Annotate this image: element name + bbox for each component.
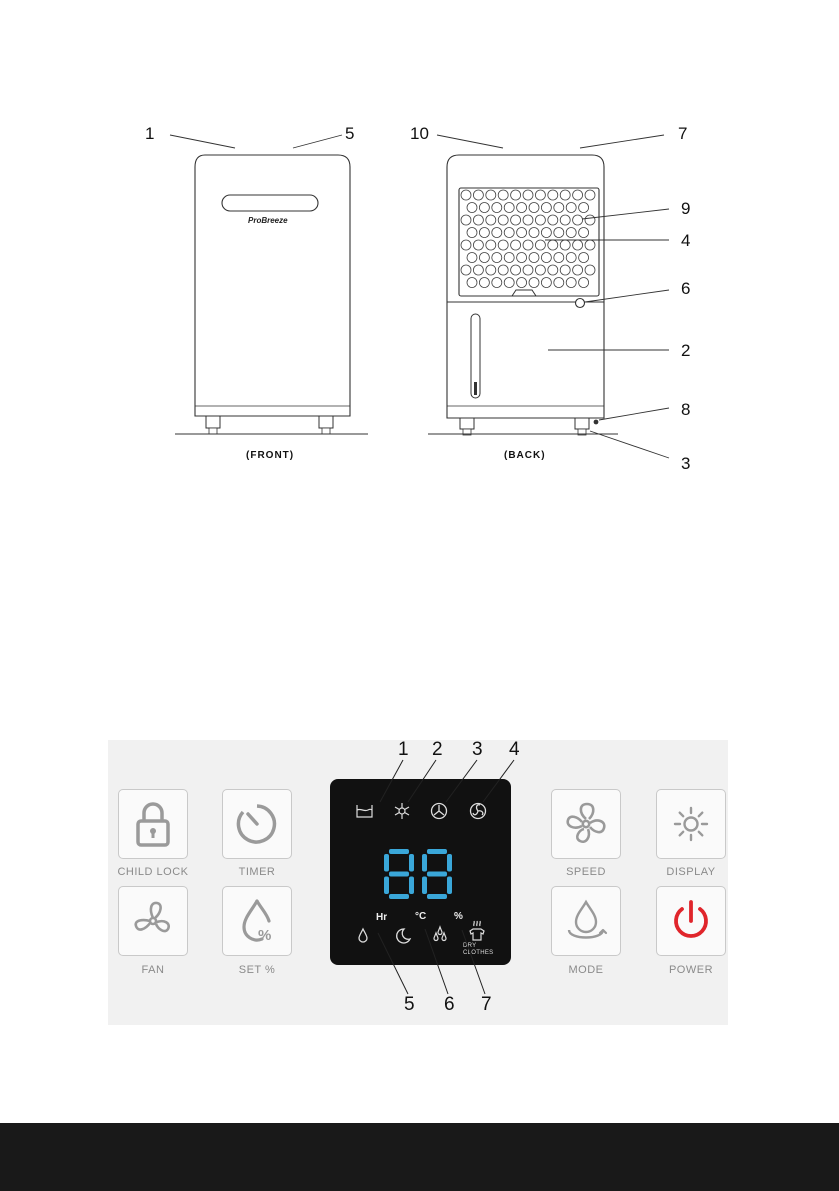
- back-callout-10: 10: [410, 124, 429, 143]
- dry-clothes-label-line1: DRY: [463, 943, 477, 949]
- front-callout-5: 5: [345, 124, 355, 143]
- back-callout-8: 8: [681, 400, 691, 419]
- front-caption: (FRONT): [246, 450, 295, 461]
- panel-callout-3: 3: [472, 739, 483, 760]
- panel-callout-1: 1: [398, 739, 409, 760]
- panel-callout-5: 5: [404, 994, 415, 1015]
- fan-label: FAN: [141, 964, 165, 976]
- celsius-indicator: °C: [415, 911, 427, 922]
- timer-label: TIMER: [238, 866, 276, 878]
- set-humidity-label: SET %: [238, 964, 276, 976]
- brand-logo: ProBreeze: [248, 216, 288, 225]
- hours-indicator: Hr: [376, 912, 388, 923]
- power-label: POWER: [668, 964, 714, 976]
- mode-label: MODE: [568, 964, 604, 976]
- panel-callout-4: 4: [509, 739, 520, 760]
- back-caption: (BACK): [504, 450, 546, 461]
- panel-callout-7: 7: [481, 994, 492, 1015]
- back-callout-6: 6: [681, 279, 691, 298]
- dry-clothes-label-line2: CLOTHES: [463, 950, 494, 956]
- panel-callout-2: 2: [432, 739, 443, 760]
- svg-text:%: %: [258, 927, 272, 944]
- humidity-percent-indicator: %: [454, 911, 463, 922]
- back-callout-3: 3: [681, 454, 691, 473]
- front-callout-1: 1: [145, 124, 155, 143]
- child-lock-label: CHILD LOCK: [117, 866, 189, 878]
- back-callout-4: 4: [681, 231, 691, 250]
- page-footer-bar: [0, 1123, 839, 1191]
- speed-label: SPEED: [566, 866, 606, 878]
- display-label: DISPLAY: [666, 866, 716, 878]
- panel-callout-6: 6: [444, 994, 455, 1015]
- back-callout-2: 2: [681, 341, 691, 360]
- back-callout-7: 7: [678, 124, 688, 143]
- back-callout-9: 9: [681, 199, 691, 218]
